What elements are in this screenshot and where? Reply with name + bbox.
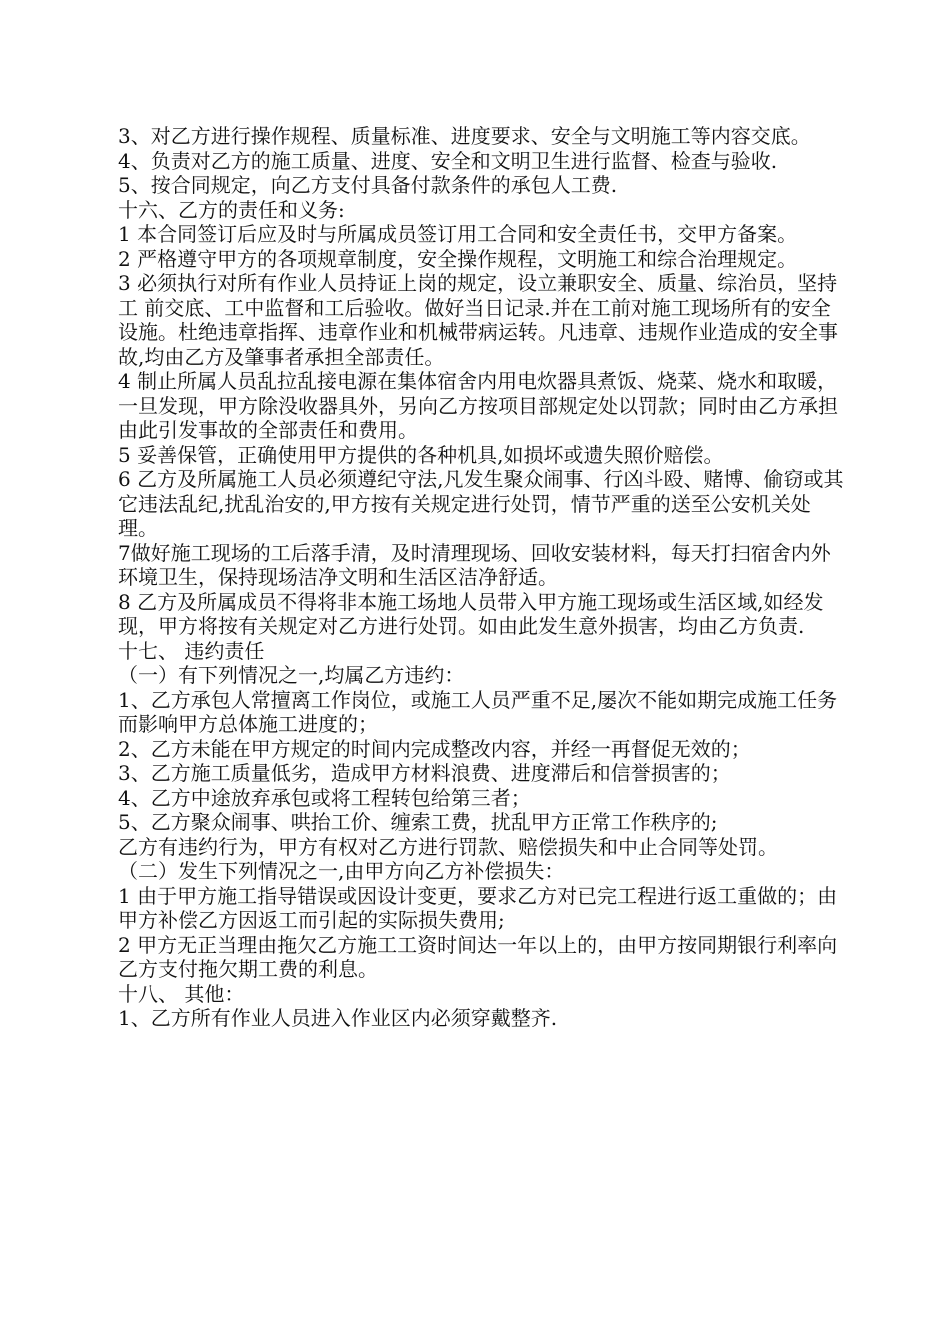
paragraph: 4、乙方中途放弃承包或将工程转包给第三者； — [118, 785, 531, 810]
subsection-heading: （一）有下列情况之一,均属乙方违约： — [118, 663, 465, 687]
paragraph: 2 严格遵守甲方的各项规章制度，安全操作规程，文明施工和综合治理规定。 — [118, 246, 798, 271]
paragraph: 1 由于甲方施工指导错误或因设计变更，要求乙方对已完工程进行返工重做的；由甲方补偿乙方因返工而引起的实际损失费用; — [118, 883, 838, 932]
paragraph: 8 乙方及所属成员不得将非本施工场地人员带入甲方施工现场或生活区域,如经发现，甲方将按有关规定对乙方进行处罚。如由此发生意外损害，均由乙方负责. — [118, 589, 824, 638]
section-heading: 十八、 其他： — [118, 981, 245, 1006]
paragraph: 5、按合同规定，向乙方支付具备付款条件的承包人工费. — [118, 173, 618, 197]
paragraph: 2、乙方未能在甲方规定的时间内完成整改内容，并经一再督促无效的； — [118, 736, 751, 761]
section-heading: 十六、乙方的责任和义务: — [118, 197, 345, 222]
paragraph: 4、负责对乙方的施工质量、进度、安全和文明卫生进行监督、检查与验收. — [118, 148, 778, 173]
paragraph: 7做好施工现场的工后落手清，及时清理现场、回收安装材料，每天打扫宿舍内外环境卫生，保持现场洁净文明和生活区洁净舒适。 — [118, 540, 831, 589]
paragraph: 6 乙方及所属施工人员必须遵纪守法,凡发生聚众闹事、行凶斗殴、赌博、偷窃或其它违法乱纪,扰乱治安的,甲方按有关规定进行处罚，情节严重的送至公安机关处理。 — [118, 467, 844, 540]
paragraph: 1、乙方承包人常擅离工作岗位，或施工人员严重不足,屡次不能如期完成施工任务而影响甲方总体施工进度的； — [118, 687, 838, 736]
paragraph: 5 妥善保管，正确使用甲方提供的各种机具,如损坏或遗失照价赔偿。 — [118, 442, 724, 467]
paragraph: 1、乙方所有作业人员进入作业区内必须穿戴整齐. — [118, 1006, 558, 1030]
document-body — [118, 124, 844, 1031]
paragraph: 1 本合同签订后应及时与所属成员签订用工合同和安全责任书，交甲方备案。 — [118, 222, 798, 246]
paragraph: 3、对乙方进行操作规程、质量标准、进度要求、安全与文明施工等内容交底。 — [118, 124, 811, 148]
paragraph: 3、乙方施工质量低劣，造成甲方材料浪费、进度滞后和信誉损害的； — [118, 761, 731, 785]
subsection-heading: （二）发生下列情况之一,由甲方向乙方补偿损失： — [118, 859, 565, 883]
paragraph: 乙方有违约行为，甲方有权对乙方进行罚款、赔偿损失和中止合同等处罚。 — [118, 834, 778, 859]
paragraph: 4 制止所属人员乱拉乱接电源在集体宿舍内用电炊器具煮饭、烧菜、烧水和取暖， 一旦发现，甲方除没收器具外，另向乙方按项目部规定处以罚款；同时由乙方承担由此引发事故的全部责任和费用。 — [118, 369, 844, 442]
paragraph: 5、乙方聚众闹事、哄抬工价、缠索工费，扰乱甲方正常工作秩序的; — [118, 810, 718, 834]
paragraph: 2 甲方无正当理由拖欠乙方施工工资时间达一年以上的，由甲方按同期银行利率向乙方支付拖欠期工费的利息。 — [118, 932, 838, 981]
section-heading: 十七、 违约责任 — [118, 638, 265, 663]
paragraph: 3 必须执行对所有作业人员持证上岗的规定，设立兼职安全、质量、综治员，坚持工 前交底、工中监督和工后验收。做好当日记录.并在工前对施工现场所有的安全设施。杜绝违章指挥、违章作业和机械带病运转。凡违章、违规作业造成的安全事故,均由乙方及肇事者承担全部责任。 — [118, 271, 838, 369]
